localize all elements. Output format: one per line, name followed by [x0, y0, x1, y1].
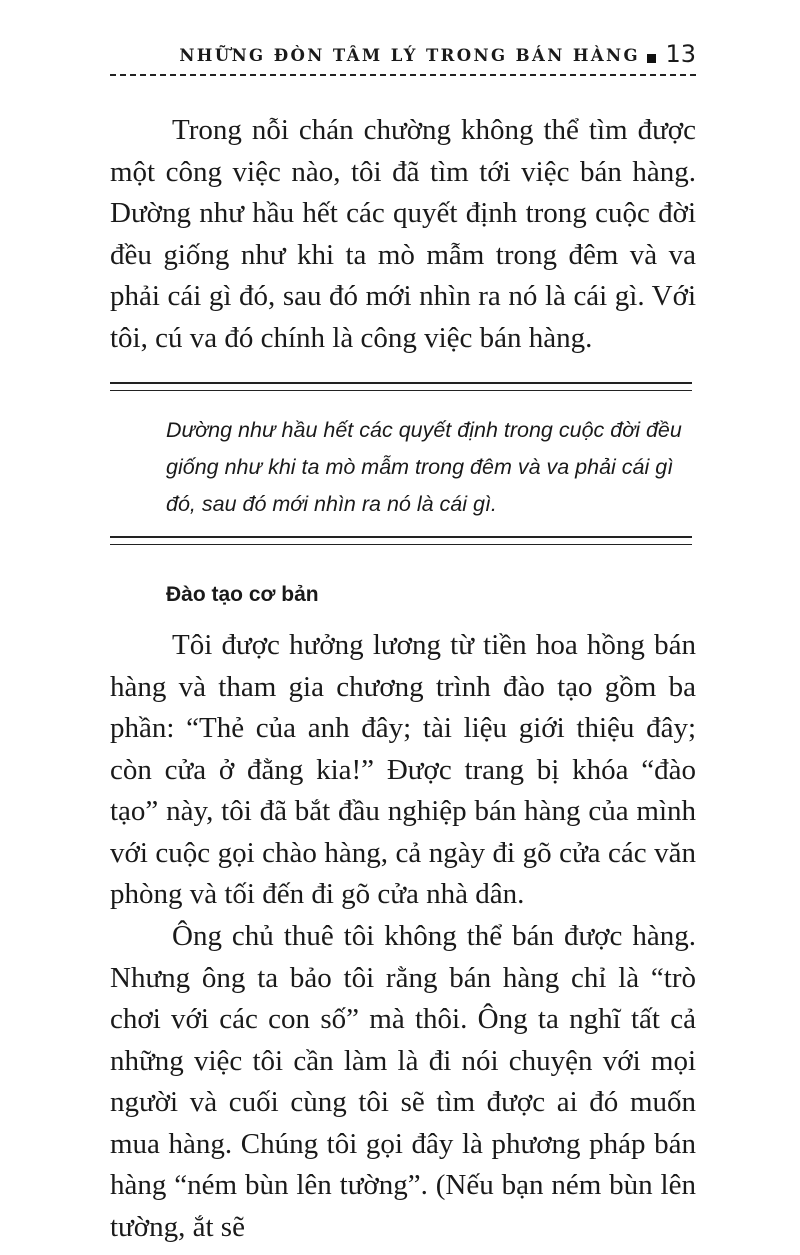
pull-quote: Dường như hầu hết các quyết định trong cuộc đời đều giống như khi ta mò mẫm trong đêm và va phải cái gì đó, sau đó mới nhìn ra nó là cái gì. [166, 418, 682, 516]
body-paragraph-1: Trong nỗi chán chường không thể tìm được một công việc nào, tôi đã tìm tới việc bán hàng. Dường như hầu hết các quyết định trong cuộc đời đều giống như khi ta mò mẫm trong đêm và va phải cái gì đó, sau đó mới nhìn ra nó là cái gì. Với tôi, cú va đó chính là công việc bán hàng. [110, 114, 696, 354]
page-number: 13 [665, 40, 696, 68]
running-header [110, 40, 696, 74]
pull-quote-top-rule [110, 382, 692, 391]
body-paragraph-3: Ông chủ thuê tôi không thể bán được hàng. Nhưng ông ta bảo tôi rằng bán hàng chỉ là “trò chơi với các con số” mà thôi. Ông ta nghĩ tất cả những việc tôi cần làm là đi nói chuyện với mọi người và cuối cùng tôi sẽ tìm được ai đó muốn mua hàng. Chúng tôi gọi đây là phương pháp bán hàng “ném bùn lên tường”. (Nếu bạn ném bùn lên tường, ắt sẽ [110, 920, 696, 1243]
section-heading: Đào tạo cơ bản [166, 583, 319, 606]
body-paragraph-2: Tôi được hưởng lương từ tiền hoa hồng bán hàng và tham gia chương trình đào tạo gồm ba phần: “Thẻ của anh đây; tài liệu giới thiệu đây; còn cửa ở đằng kia!” Được trang bị khóa “đào tạo” này, tôi đã bắt đầu nghiệp bán hàng của mình với cuộc gọi chào hàng, cả ngày đi gõ cửa các văn phòng và tối đến đi gõ cửa nhà dân. [110, 629, 696, 910]
header-square-bullet [647, 54, 656, 63]
pull-quote-bottom-rule [110, 536, 692, 545]
running-title: NHỮNG ĐÒN TÂM LÝ TRONG BÁN HÀNG [179, 46, 640, 65]
header-dashed-rule [110, 74, 696, 76]
